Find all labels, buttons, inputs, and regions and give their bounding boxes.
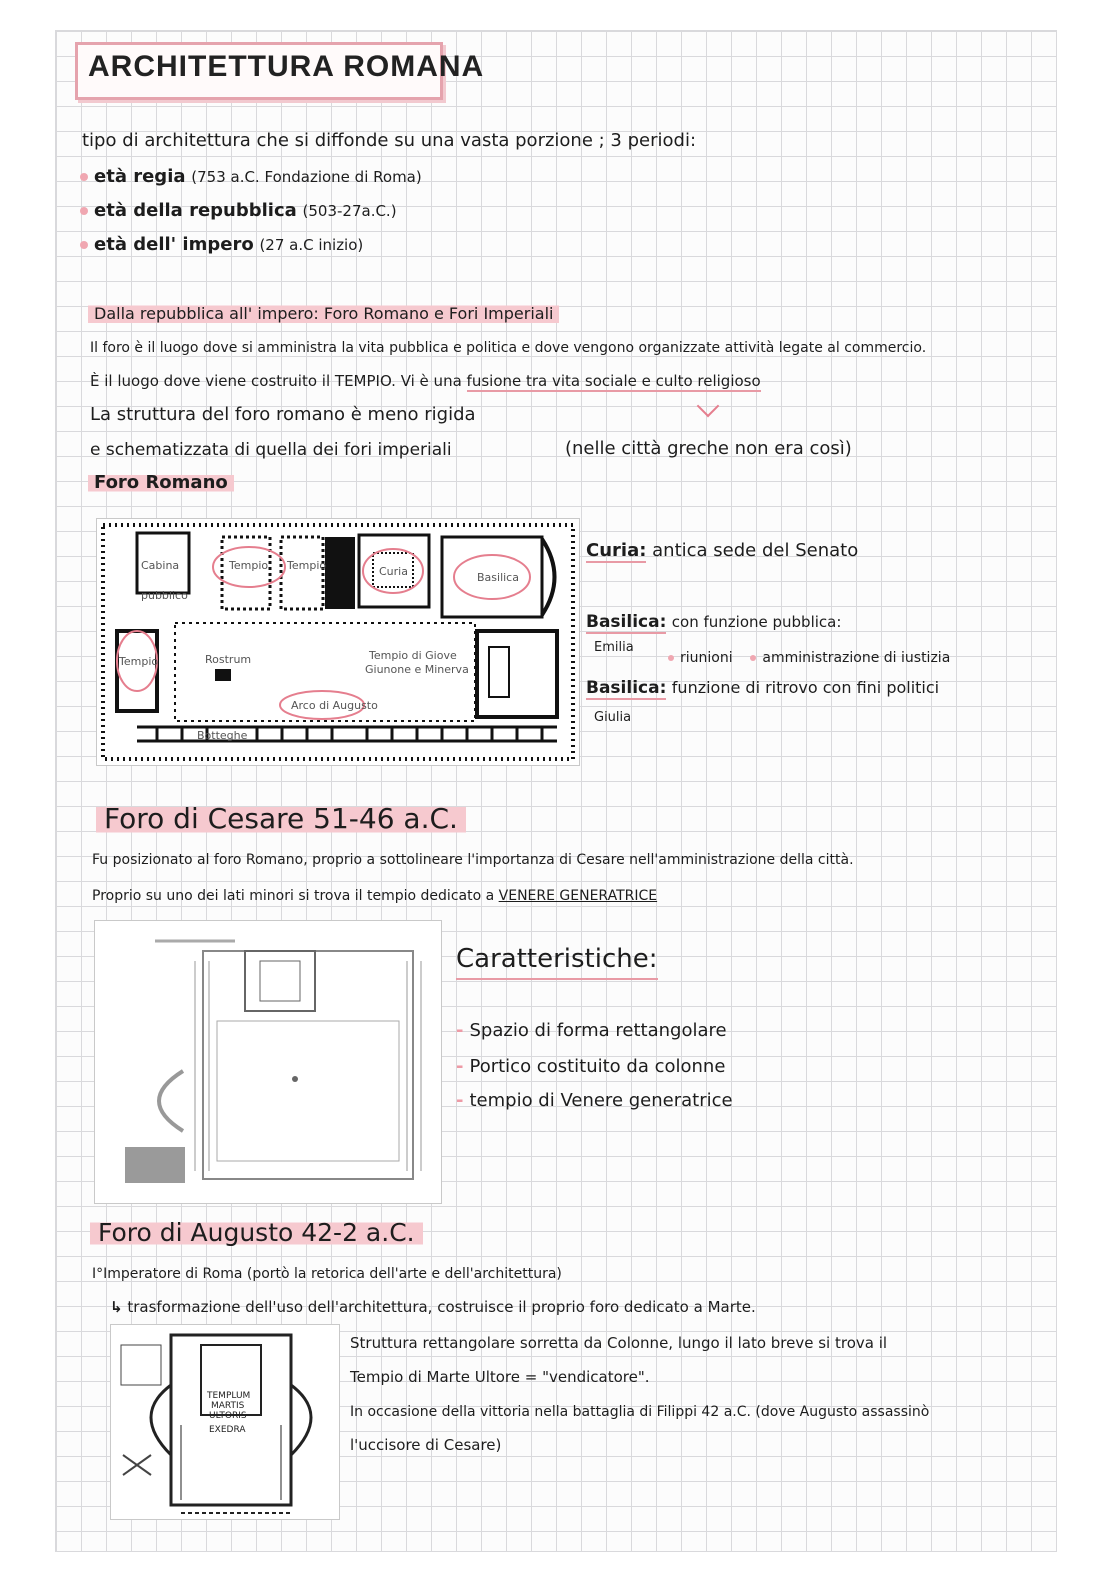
paragraph-line: Tempio di Marte Ultore = "vendicatore". (350, 1368, 650, 1386)
bullet-icon (750, 655, 756, 661)
paragraph-line: I°Imperatore di Roma (portò la retorica dell'arte e dell'architettura) (92, 1266, 562, 1282)
plan-label: Rostrum (205, 653, 252, 666)
foro-cesare-heading: Foro di Cesare 51-46 a.C. (96, 802, 466, 835)
paragraph-line: l'uccisore di Cesare) (350, 1436, 502, 1454)
paragraph-line: Il foro è il luogo dove si amministra la vita pubblica e politica e dove vengono organizzate attività legate al commercio. (90, 340, 927, 356)
paragraph-line: ↳ trasformazione dell'uso dell'architettura, costruisce il proprio foro dedicato a Marte. (110, 1298, 756, 1316)
plan-label: Botteghe (197, 729, 248, 742)
bullet-icon (80, 173, 88, 181)
foro-cesare-plan (94, 920, 442, 1204)
curia-note: Curia: antica sede del Senato (586, 540, 859, 561)
bullet-icon (80, 207, 88, 215)
intro-text: tipo di architettura che si diffonde su una vasta porzione ; 3 periodi: (82, 130, 697, 151)
section-heading: Dalla repubblica all' impero: Foro Romano e Fori Imperiali (88, 302, 559, 325)
plan-label: Tempio (119, 655, 159, 668)
paragraph-line: La struttura del foro romano è meno rigida (90, 404, 476, 425)
basilica-giulia-note: Basilica: funzione di ritrovo con fini politici (586, 678, 940, 698)
paragraph-line: Fu posizionato al foro Romano, proprio a sottolineare l'importanza di Cesare nell'amministrazione della città. (92, 852, 854, 868)
paragraph-line: Proprio su uno dei lati minori si trova il tempio dedicato a VENERE GENERATRICE (92, 888, 658, 904)
plan-label: Tempio di Giove (369, 649, 457, 662)
bullet-icon (668, 655, 674, 661)
foro-romano-plan (96, 518, 580, 766)
foro-augusto-plan-drawing (111, 1325, 339, 1519)
page-title: ARCHITETTURA ROMANA (88, 50, 485, 83)
arrow-right-icon: ↳ (110, 1298, 123, 1316)
paragraph-line: Struttura rettangolare sorretta da Colonne, lungo il lato breve si trova il (350, 1334, 888, 1352)
plan-label: Arco di Augusto (291, 699, 378, 712)
plan-label: TEMPLUM (207, 1391, 251, 1401)
feature-item: - Spazio di forma rettangolare (456, 1020, 727, 1041)
feature-item: - Portico costituito da colonne (456, 1056, 726, 1077)
dash-icon: - (456, 1020, 464, 1041)
plan-label: Basilica (477, 571, 519, 584)
paragraph-line: In occasione della vittoria nella battaglia di Filippi 42 a.C. (dove Augusto assassinò (350, 1404, 930, 1420)
plan-label: MARTIS (211, 1401, 245, 1411)
underlined-phrase: fusione tra vita sociale e culto religioso (466, 372, 761, 390)
foro-cesare-plan-drawing (95, 921, 441, 1203)
basilica-name: Emilia (594, 640, 634, 655)
period-item: età dell' impero (27 a.C inizio) (80, 234, 363, 255)
plan-label: Curia (379, 565, 408, 578)
plan-label: Tempio (229, 559, 269, 572)
paragraph-line: e schematizzata di quella dei fori imperiali (90, 440, 452, 460)
plan-label: Giunone e Minerva (365, 663, 469, 676)
features-title: Caratteristiche: (456, 944, 658, 980)
bullet-icon (80, 241, 88, 249)
foro-romano-plan-drawing (97, 519, 579, 765)
dash-icon: - (456, 1090, 464, 1111)
dash-icon: - (456, 1056, 464, 1077)
paragraph-line: È il luogo dove viene costruito il TEMPIO. Vi è una fusione tra vita sociale e culto religioso (90, 372, 761, 390)
foro-augusto-heading: Foro di Augusto 42-2 a.C. (90, 1218, 423, 1247)
plan-label: Cabina (141, 559, 180, 572)
basilica-bullets: riunioni amministrazione di iustizia (668, 650, 950, 666)
plan-label: ULTORIS (209, 1411, 247, 1421)
feature-item: - tempio di Venere generatrice (456, 1090, 733, 1111)
foro-romano-heading: Foro Romano (88, 472, 234, 493)
period-item: età della repubblica (503-27a.C.) (80, 200, 397, 221)
period-item: età regia (753 a.C. Fondazione di Roma) (80, 166, 422, 187)
paragraph-note: (nelle città greche non era così) (565, 438, 852, 459)
basilica-name: Giulia (594, 710, 632, 725)
plan-label: pubblico (141, 589, 188, 602)
basilica-emilia-note: Basilica: con funzione pubblica: (586, 612, 842, 632)
plan-label: Tempio (287, 559, 327, 572)
foro-augusto-plan (110, 1324, 340, 1520)
plan-label: EXEDRA (209, 1425, 246, 1435)
